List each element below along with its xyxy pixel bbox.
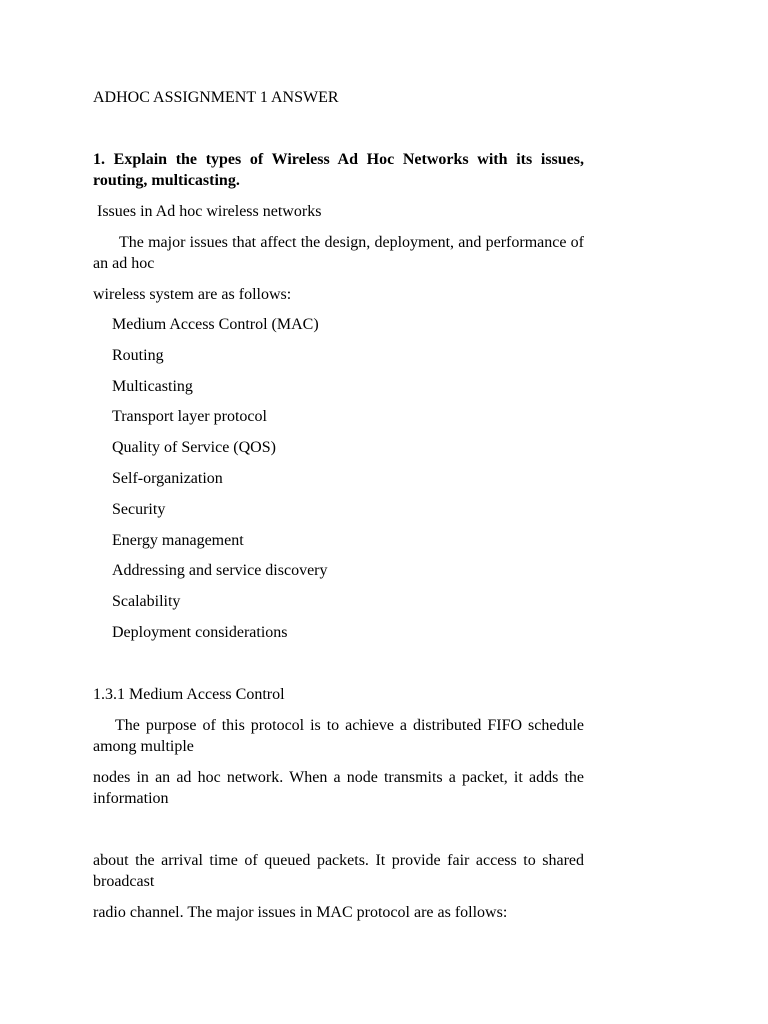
list-item: Transport layer protocol: [112, 408, 267, 425]
list-item: Deployment considerations: [112, 624, 288, 641]
list-item: Security: [112, 501, 166, 518]
list-item: Addressing and service discovery: [112, 562, 328, 579]
list-item: Multicasting: [112, 378, 193, 395]
list-item: Energy management: [112, 532, 244, 549]
list-item: Quality of Service (QOS): [112, 439, 276, 456]
issues-heading: Issues in Ad hoc wireless networks: [93, 203, 322, 220]
list-item: Routing: [112, 347, 164, 364]
intro-paragraph-continued: wireless system are as follows:: [93, 286, 292, 303]
mac-paragraph-continued: about the arrival time of queued packets. It provide fair access to shared broadcast: [93, 852, 584, 890]
mac-paragraph: The purpose of this protocol is to achieve a distributed FIFO schedule among multiple: [93, 717, 584, 755]
list-item: Scalability: [112, 593, 181, 610]
intro-paragraph: The major issues that affect the design, deployment, and performance of an ad hoc: [93, 234, 584, 272]
mac-paragraph-continued: nodes in an ad hoc network. When a node transmits a packet, it adds the information: [93, 769, 584, 807]
mac-paragraph-continued: radio channel. The major issues in MAC protocol are as follows:: [93, 904, 508, 921]
question-heading: 1. Explain the types of Wireless Ad Hoc Networks with its issues, routing, multicasting.: [93, 151, 584, 189]
document-title: ADHOC ASSIGNMENT 1 ANSWER: [93, 89, 339, 106]
section-heading: 1.3.1 Medium Access Control: [93, 686, 285, 703]
list-item: Medium Access Control (MAC): [112, 316, 319, 333]
list-item: Self-organization: [112, 470, 223, 487]
